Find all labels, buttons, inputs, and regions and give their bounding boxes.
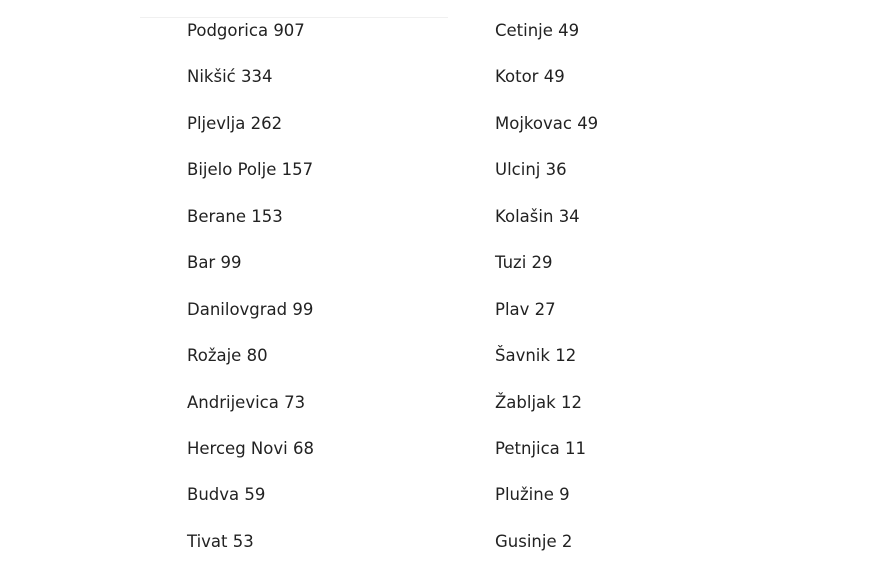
municipality-count: 153 xyxy=(251,206,283,226)
list-item xyxy=(495,483,598,529)
municipality-name: Bar xyxy=(187,253,216,273)
list-item xyxy=(187,65,314,111)
municipality-name: Tuzi xyxy=(495,253,527,273)
municipality-count: 49 xyxy=(543,67,565,87)
list-item xyxy=(187,19,314,65)
municipality-count: 12 xyxy=(560,392,582,412)
municipality-name: Budva xyxy=(187,485,240,505)
list-item xyxy=(495,19,598,65)
municipality-count: 907 xyxy=(273,21,305,40)
list-item xyxy=(187,344,314,390)
municipality-count: 334 xyxy=(241,67,273,87)
list-item xyxy=(495,205,598,251)
list-item xyxy=(495,298,598,344)
list-item xyxy=(495,437,598,483)
municipality-count: 262 xyxy=(250,113,283,133)
list-item xyxy=(495,530,598,576)
list-item xyxy=(187,205,314,251)
municipality-name: Tivat xyxy=(187,531,228,551)
list-item xyxy=(495,112,598,158)
municipality-count: 11 xyxy=(565,438,587,458)
list-item xyxy=(187,530,314,576)
municipality-count: 68 xyxy=(292,438,314,458)
municipality-name: Mojkovac xyxy=(495,113,572,133)
list-item xyxy=(187,251,314,297)
municipality-count: 59 xyxy=(244,485,266,505)
municipality-count: 9 xyxy=(559,485,570,505)
municipality-name: Rožaje xyxy=(187,346,242,366)
municipality-name: Kolašin xyxy=(495,206,554,226)
list-item xyxy=(495,391,598,437)
municipality-count: 73 xyxy=(284,392,306,412)
municipality-name: Nikšić xyxy=(187,67,236,87)
list-item xyxy=(187,298,314,344)
municipality-count: 157 xyxy=(281,160,314,180)
list-item xyxy=(187,483,314,529)
list-item xyxy=(495,344,598,390)
municipality-name: Šavnik xyxy=(495,346,550,366)
municipality-name: Ulcinj xyxy=(495,160,541,180)
list-item xyxy=(187,391,314,437)
municipality-name: Herceg Novi xyxy=(187,438,288,458)
municipality-count: 2 xyxy=(561,531,573,551)
municipality-count: 49 xyxy=(558,21,580,40)
municipality-name: Žabljak xyxy=(495,392,556,412)
top-divider xyxy=(140,17,448,18)
municipality-name: Petnjica xyxy=(495,438,560,458)
municipality-name: Berane xyxy=(187,206,246,226)
list-item xyxy=(187,158,314,204)
municipality-name: Podgorica xyxy=(187,21,269,40)
municipality-count: 99 xyxy=(220,253,242,273)
municipality-count: 99 xyxy=(292,299,314,319)
municipality-count: 80 xyxy=(246,346,268,366)
municipality-name: Danilovgrad xyxy=(187,299,288,319)
list-item xyxy=(495,158,598,204)
municipality-count: 49 xyxy=(577,113,599,133)
municipality-name: Gusinje xyxy=(495,531,557,551)
list-item xyxy=(187,437,314,483)
municipality-name: Andrijevica xyxy=(187,392,279,412)
municipality-name: Kotor xyxy=(495,67,539,87)
municipality-count: 27 xyxy=(534,299,556,319)
municipality-count: 53 xyxy=(232,531,254,551)
municipality-count: 12 xyxy=(555,346,577,366)
municipality-count: 34 xyxy=(558,206,580,226)
municipality-list-left xyxy=(187,19,314,576)
list-item xyxy=(495,65,598,111)
municipality-name: Pljevlja xyxy=(187,113,246,133)
municipality-name: Plav xyxy=(495,299,530,319)
municipality-name: Plužine xyxy=(495,485,554,505)
municipality-name: Cetinje xyxy=(495,21,553,40)
municipality-list-right xyxy=(495,19,598,576)
municipality-count: 29 xyxy=(531,253,553,273)
municipality-count: 36 xyxy=(545,160,567,180)
list-item xyxy=(495,251,598,297)
list-item xyxy=(187,112,314,158)
municipality-name: Bijelo Polje xyxy=(187,160,277,180)
